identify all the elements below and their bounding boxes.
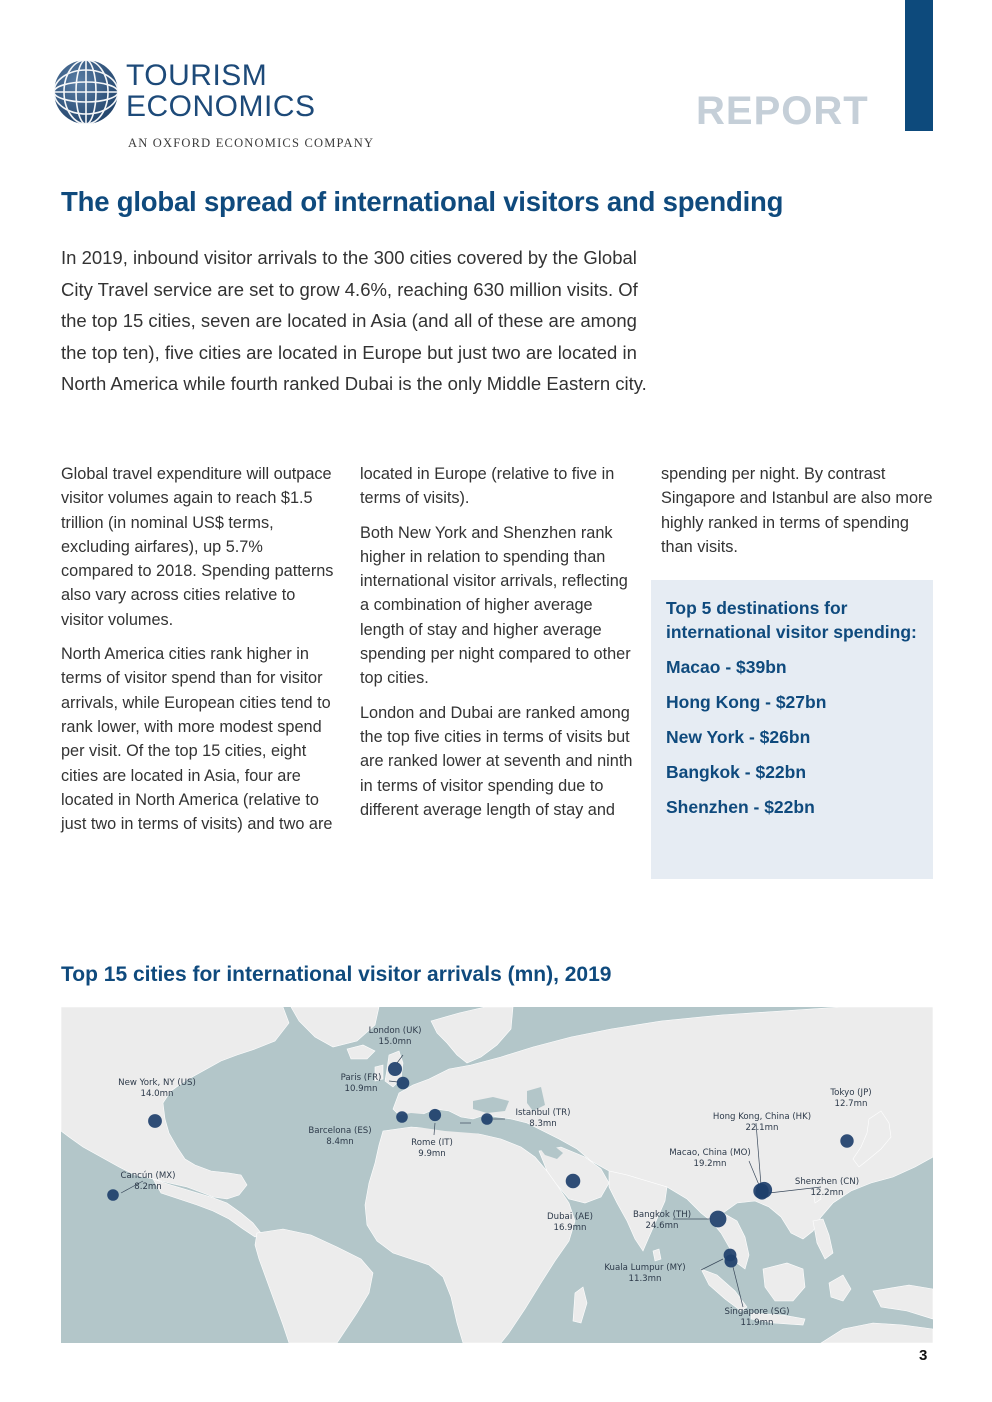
- logo-wordmark-line1: TOURISM: [126, 59, 268, 92]
- city-marker: [429, 1109, 441, 1121]
- city-value-label: 8.4mn: [326, 1137, 354, 1147]
- city-value-label: 16.9mn: [553, 1223, 587, 1233]
- city-name-label: Bangkok (TH): [632, 1210, 692, 1220]
- city-marker: [725, 1255, 738, 1268]
- city-value-label: 8.3mn: [529, 1119, 557, 1129]
- spending-destination-item: New York - $26bn: [666, 727, 811, 747]
- logo-subtitle: AN OXFORD ECONOMICS COMPANY: [128, 136, 375, 150]
- city-value-label: 11.9mn: [740, 1318, 774, 1328]
- city-name-label: London (UK): [368, 1026, 422, 1036]
- body-paragraph: London and Dubai are ranked among the top five cities in terms of visits but are ranked lower at seventh and ninth in terms of visitor spending due to different average length of stay and: [360, 703, 633, 819]
- box-heading: Top 5 destinations for international visitor spending:: [666, 598, 917, 642]
- city-value-label: 22.1mn: [745, 1123, 779, 1133]
- page-title: The global spread of international visitors and spending: [61, 186, 784, 217]
- globe-icon: [52, 58, 120, 126]
- city-value-label: 14.0mn: [140, 1089, 174, 1099]
- city-marker: [710, 1211, 727, 1228]
- body-column-3: [661, 462, 936, 569]
- city-marker: [148, 1114, 162, 1128]
- spending-destination-list: [666, 655, 917, 819]
- body-paragraph: located in Europe (relative to five in terms of visits).: [360, 465, 615, 508]
- report-label: REPORT: [696, 89, 869, 133]
- city-name-label: New York, NY (US): [118, 1078, 196, 1088]
- top-spending-destinations-box: [651, 580, 933, 879]
- city-name-label: Istanbul (TR): [515, 1108, 571, 1118]
- city-value-label: 9.9mn: [418, 1149, 446, 1159]
- spending-destination-item: Shenzhen - $22bn: [666, 797, 815, 817]
- map-title: Top 15 cities for international visitor arrivals (mn), 2019: [61, 963, 612, 986]
- body-column-1: [61, 462, 336, 846]
- logo-wordmark-line2: ECONOMICS: [126, 90, 316, 123]
- city-value-label: 10.9mn: [344, 1084, 378, 1094]
- body-paragraph: spending per night. By contrast Singapore and Istanbul are also more highly ranked in terms of spending than visits.: [661, 465, 933, 556]
- page-number: 3: [919, 1347, 928, 1364]
- city-name-label: Rome (IT): [411, 1138, 453, 1148]
- city-name-label: Hong Kong, China (HK): [712, 1112, 812, 1122]
- city-value-label: 12.7mn: [834, 1099, 868, 1109]
- city-name-label: Macao, China (MO): [669, 1148, 751, 1158]
- city-name-label: Kuala Lumpur (MY): [604, 1263, 686, 1273]
- spending-destination-item: Macao - $39bn: [666, 657, 787, 677]
- spending-destination-item: Hong Kong - $27bn: [666, 692, 827, 712]
- city-marker: [755, 1186, 768, 1199]
- city-name-label: Tokyo (JP): [830, 1088, 872, 1098]
- city-name-label: Singapore (SG): [724, 1307, 790, 1317]
- city-marker: [396, 1111, 408, 1123]
- city-value-label: 12.2mn: [810, 1188, 844, 1198]
- city-marker: [388, 1062, 402, 1076]
- city-name-label: Paris (FR): [340, 1073, 382, 1083]
- world-map: [61, 1007, 933, 1343]
- body-paragraph: North America cities rank higher in terms of visitor spend than for visitor arrivals, while European cities tend to rank lower, with more modest spend per visit. Of the top 15 cities, eight cities are located in Asia, four are located in North America (relative to just two in terms of visits) and two are: [61, 645, 333, 834]
- city-name-label: Dubai (AE): [547, 1212, 593, 1222]
- header-accent-bar: [905, 0, 933, 131]
- city-marker: [107, 1189, 119, 1201]
- city-value-label: 8.2mn: [134, 1182, 162, 1192]
- city-marker: [840, 1134, 853, 1147]
- city-value-label: 15.0mn: [378, 1037, 412, 1047]
- city-name-label: Barcelona (ES): [308, 1126, 372, 1136]
- city-value-label: 24.6mn: [645, 1221, 679, 1231]
- body-paragraph: Global travel expenditure will outpace visitor volumes again to reach $1.5 trillion (in nominal US$ terms, excluding airfares), up 5.7% compared to 2018. Spending patterns also vary across cities relative to visitor volumes.: [61, 465, 334, 629]
- world-map-svg: [61, 1007, 933, 1343]
- city-marker: [566, 1174, 581, 1189]
- city-value-label: 19.2mn: [693, 1159, 727, 1169]
- spending-destination-item: Bangkok - $22bn: [666, 762, 807, 782]
- city-name-label: Shenzhen (CN): [794, 1177, 860, 1187]
- body-column-2: [360, 462, 635, 832]
- tourism-economics-logo: [52, 56, 412, 156]
- city-marker: [481, 1113, 493, 1125]
- body-paragraph: Both New York and Shenzhen rank higher in relation to spending than international visitor arrivals, reflecting a combination of higher average length of stay and higher average spending per night compared to other top cities.: [360, 523, 631, 688]
- city-marker: [397, 1077, 410, 1090]
- city-value-label: 11.3mn: [628, 1274, 662, 1284]
- intro-paragraph: In 2019, inbound visitor arrivals to the 300 cities covered by the Global City Travel service are set to grow 4.6%, reaching 630 million visits. Of the top 15 cities, seven are located in Asia (and all of these are among the top ten), five cities are located in Europe but just two are located in North America while fourth ranked Dubai is the only Middle Eastern city.: [61, 247, 647, 394]
- city-name-label: Cancún (MX): [120, 1171, 176, 1181]
